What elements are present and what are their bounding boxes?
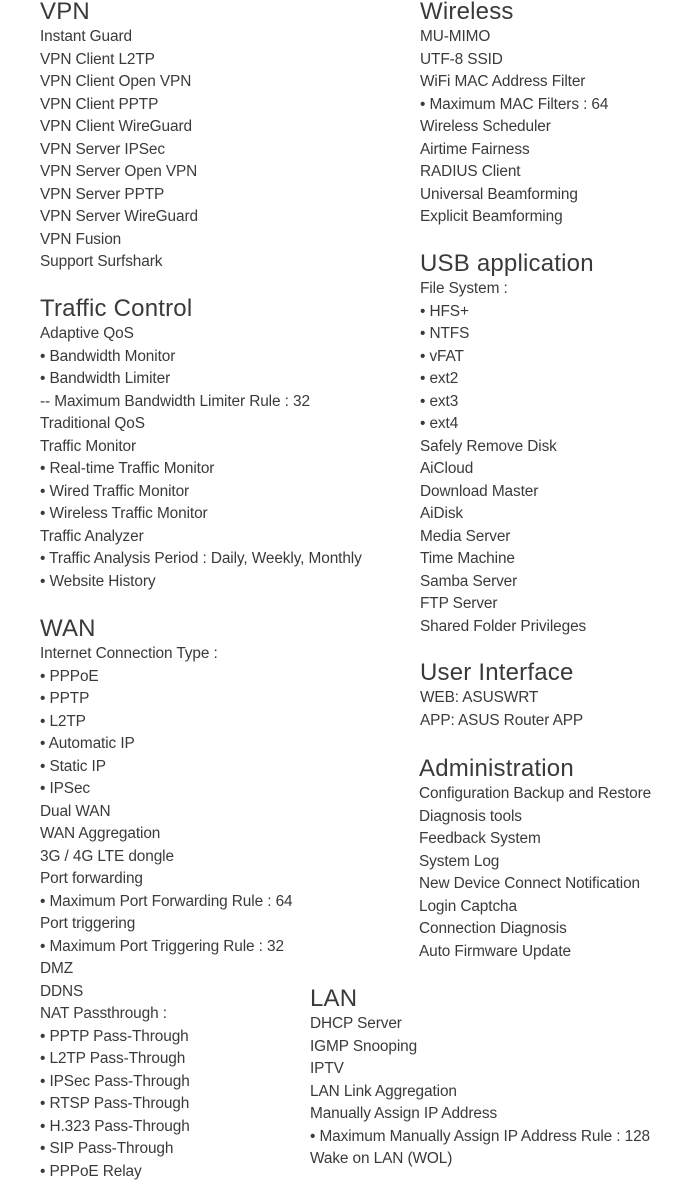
- feature-item: LAN Link Aggregation: [310, 1082, 457, 1100]
- feature-item: IGMP Snooping: [310, 1037, 418, 1055]
- vpn-heading: VPN: [40, 0, 90, 25]
- feature-item: Port triggering: [40, 915, 136, 932]
- feature-item: • L2TP: [40, 712, 86, 730]
- feature-item: • IPSec: [40, 780, 91, 797]
- feature-item: Wake on LAN (WOL): [310, 1150, 453, 1167]
- administration-heading: Administration: [419, 755, 574, 782]
- feature-item: Login Captcha: [419, 897, 517, 915]
- feature-item: Samba Server: [420, 572, 518, 590]
- feature-item: • Maximum Manually Assign IP Address Rule : 128: [310, 1127, 651, 1145]
- feature-item: DDNS: [40, 982, 84, 1000]
- lan-feature-list: [310, 1013, 650, 1171]
- feature-item: Feedback System: [419, 830, 541, 847]
- traffic-control-heading: Traffic Control: [40, 295, 193, 322]
- feature-item: • PPTP Pass-Through: [40, 1027, 189, 1045]
- traffic-control-feature-list: [40, 323, 362, 593]
- feature-item: • Bandwidth Monitor: [40, 347, 176, 365]
- feature-item: Internet Connection Type :: [40, 645, 218, 662]
- feature-item: VPN Server PPTP: [40, 185, 165, 203]
- feature-item: • RTSP Pass-Through: [40, 1095, 190, 1112]
- feature-item: Universal Beamforming: [420, 185, 578, 203]
- feature-item: New Device Connect Notification: [419, 875, 641, 892]
- feature-item: VPN Client PPTP: [40, 95, 159, 113]
- feature-item: Shared Folder Privileges: [420, 617, 587, 635]
- feature-item: • H.323 Pass-Through: [40, 1117, 190, 1135]
- feature-item: Adaptive QoS: [40, 325, 134, 342]
- feature-item: WEB: ASUSWRT: [420, 689, 539, 706]
- feature-item: • IPSec Pass-Through: [40, 1072, 190, 1090]
- feature-item: • ext2: [420, 370, 459, 387]
- feature-item: FTP Server: [420, 595, 498, 612]
- feature-item: Auto Firmware Update: [419, 942, 571, 960]
- feature-item: AiDisk: [420, 505, 464, 522]
- feature-item: • Static IP: [40, 757, 106, 775]
- feature-item: DHCP Server: [310, 1015, 402, 1032]
- feature-item: Port forwarding: [40, 870, 143, 887]
- feature-item: • Website History: [40, 572, 156, 590]
- feature-item: APP: ASUS Router APP: [420, 711, 584, 729]
- feature-item: • Bandwidth Limiter: [40, 370, 171, 387]
- vpn-feature-list: [40, 26, 198, 274]
- feature-item: Traffic Analyzer: [40, 527, 144, 545]
- feature-item: Airtime Fairness: [420, 140, 530, 158]
- feature-item: • L2TP Pass-Through: [40, 1050, 186, 1067]
- feature-item: VPN Server IPSec: [40, 140, 165, 158]
- feature-item: WAN Aggregation: [40, 825, 161, 842]
- wan-feature-list: [40, 643, 293, 1183]
- wan-heading: WAN: [40, 615, 96, 642]
- feature-item: Media Server: [420, 527, 511, 545]
- feature-item: • SIP Pass-Through: [40, 1140, 174, 1157]
- feature-item: • Traffic Analysis Period : Daily, Weekly, Monthly: [40, 550, 362, 567]
- feature-item: Manually Assign IP Address: [310, 1105, 498, 1122]
- wireless-section: [420, 0, 608, 229]
- feature-item: • ext4: [420, 415, 459, 432]
- feature-item: • PPPoE Relay: [40, 1162, 142, 1180]
- vpn-section: [40, 0, 198, 274]
- feature-item: Traffic Monitor: [40, 437, 136, 455]
- feature-item: NAT Passthrough :: [40, 1005, 167, 1022]
- feature-item: Time Machine: [420, 550, 515, 567]
- usb-application-section: [420, 252, 594, 638]
- user-interface-feature-list: [420, 687, 583, 732]
- feature-item: VPN Client WireGuard: [40, 118, 192, 135]
- feature-item: Download Master: [420, 482, 539, 500]
- usb-application-heading: USB application: [420, 250, 594, 277]
- feature-item: • ext3: [420, 392, 459, 410]
- feature-item: • Automatic IP: [40, 735, 135, 752]
- feature-item: 3G / 4G LTE dongle: [40, 847, 174, 865]
- feature-item: Instant Guard: [40, 28, 132, 45]
- feature-item: File System :: [420, 280, 508, 297]
- traffic-control-section: [40, 297, 362, 593]
- feature-item: • Maximum Port Forwarding Rule : 64: [40, 892, 293, 910]
- feature-item: Traditional QoS: [40, 415, 145, 432]
- wireless-heading: Wireless: [420, 0, 514, 25]
- administration-section: [419, 757, 651, 963]
- feature-item: IPTV: [310, 1060, 344, 1077]
- feature-item: • PPPoE: [40, 667, 99, 685]
- feature-item: RADIUS Client: [420, 163, 521, 180]
- feature-item: VPN Client L2TP: [40, 50, 155, 68]
- feature-item: Support Surfshark: [40, 253, 163, 270]
- feature-item: AiCloud: [420, 460, 474, 477]
- wireless-feature-list: [420, 26, 608, 229]
- wan-section: [40, 617, 293, 1183]
- feature-item: Configuration Backup and Restore: [419, 785, 652, 802]
- feature-item: • Maximum MAC Filters : 64: [420, 95, 609, 113]
- lan-heading: LAN: [310, 985, 358, 1012]
- feature-item: • Real-time Traffic Monitor: [40, 460, 215, 477]
- feature-item: DMZ: [40, 960, 74, 977]
- feature-item: • Wired Traffic Monitor: [40, 482, 190, 500]
- feature-item: VPN Server WireGuard: [40, 208, 198, 225]
- feature-item: Safely Remove Disk: [420, 437, 557, 455]
- feature-item: System Log: [419, 852, 500, 870]
- lan-section: [310, 987, 650, 1171]
- feature-item: • Maximum Port Triggering Rule : 32: [40, 937, 284, 955]
- feature-item: VPN Fusion: [40, 230, 122, 248]
- administration-feature-list: [419, 783, 651, 963]
- feature-item: • Wireless Traffic Monitor: [40, 505, 208, 522]
- user-interface-heading: User Interface: [420, 659, 574, 686]
- usb-application-feature-list: [420, 278, 594, 638]
- feature-item: Diagnosis tools: [419, 807, 522, 825]
- feature-item: Explicit Beamforming: [420, 208, 563, 225]
- feature-item: Dual WAN: [40, 802, 111, 820]
- feature-item: VPN Server Open VPN: [40, 163, 198, 180]
- feature-item: WiFi MAC Address Filter: [420, 73, 586, 90]
- user-interface-section: [420, 661, 583, 732]
- feature-item: Connection Diagnosis: [419, 920, 567, 937]
- feature-item: • vFAT: [420, 347, 464, 365]
- feature-item: VPN Client Open VPN: [40, 73, 192, 90]
- feature-item: Wireless Scheduler: [420, 118, 551, 135]
- feature-item: -- Maximum Bandwidth Limiter Rule : 32: [40, 392, 310, 410]
- feature-item: • HFS+: [420, 302, 469, 320]
- feature-item: • PPTP: [40, 690, 90, 707]
- feature-item: • NTFS: [420, 325, 470, 342]
- feature-item: MU-MIMO: [420, 28, 491, 45]
- feature-item: UTF-8 SSID: [420, 50, 503, 68]
